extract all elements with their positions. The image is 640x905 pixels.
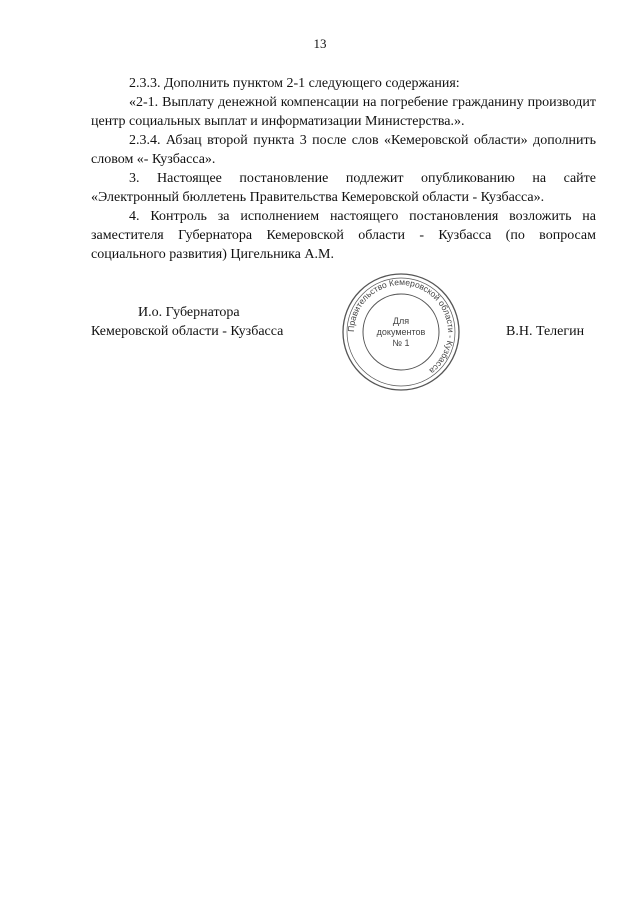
page-number: 13 (313, 36, 327, 51)
paragraph-3: 3. Настоящее постановление подлежит опубликованию на сайте «Электронный бюллетень Правительства Кемеровской области - Кузбасса». (91, 171, 596, 205)
stamp-ring-text: Правительство Кемеровской области - Кузбасса (345, 276, 457, 377)
paragraph-2-3-3: 2.3.3. Дополнить пунктом 2-1 следующего содержания: (129, 76, 460, 91)
signatory-title-line2: Кемеровской области - Кузбасса (91, 324, 284, 339)
resolution-body (91, 74, 596, 264)
stamp-center-line3: № 1 (392, 338, 410, 348)
official-stamp (340, 271, 462, 393)
paragraph-2-1-text: «2-1. Выплату денежной компенсации на погребение гражданину производит центр социальных выплат и информатизации Министерства.». (91, 95, 596, 129)
stamp-center-line2: документов (376, 327, 426, 337)
signatory-title-line1: И.о. Губернатора (138, 305, 240, 320)
paragraph-4: 4. Контроль за исполнением настоящего постановления возложить на заместителя Губернатора Кемеровской области - Кузбасса (по вопросам социального развития) Цигельника А.М. (91, 209, 596, 262)
signatory-title (91, 303, 283, 341)
signatory-name: В.Н. Телегин (506, 324, 585, 339)
paragraph-2-3-4: 2.3.4. Абзац второй пункта 3 после слов «Кемеровской области» дополнить словом «- Кузбасса». (91, 133, 596, 167)
stamp-center-line1: Для (392, 316, 410, 326)
